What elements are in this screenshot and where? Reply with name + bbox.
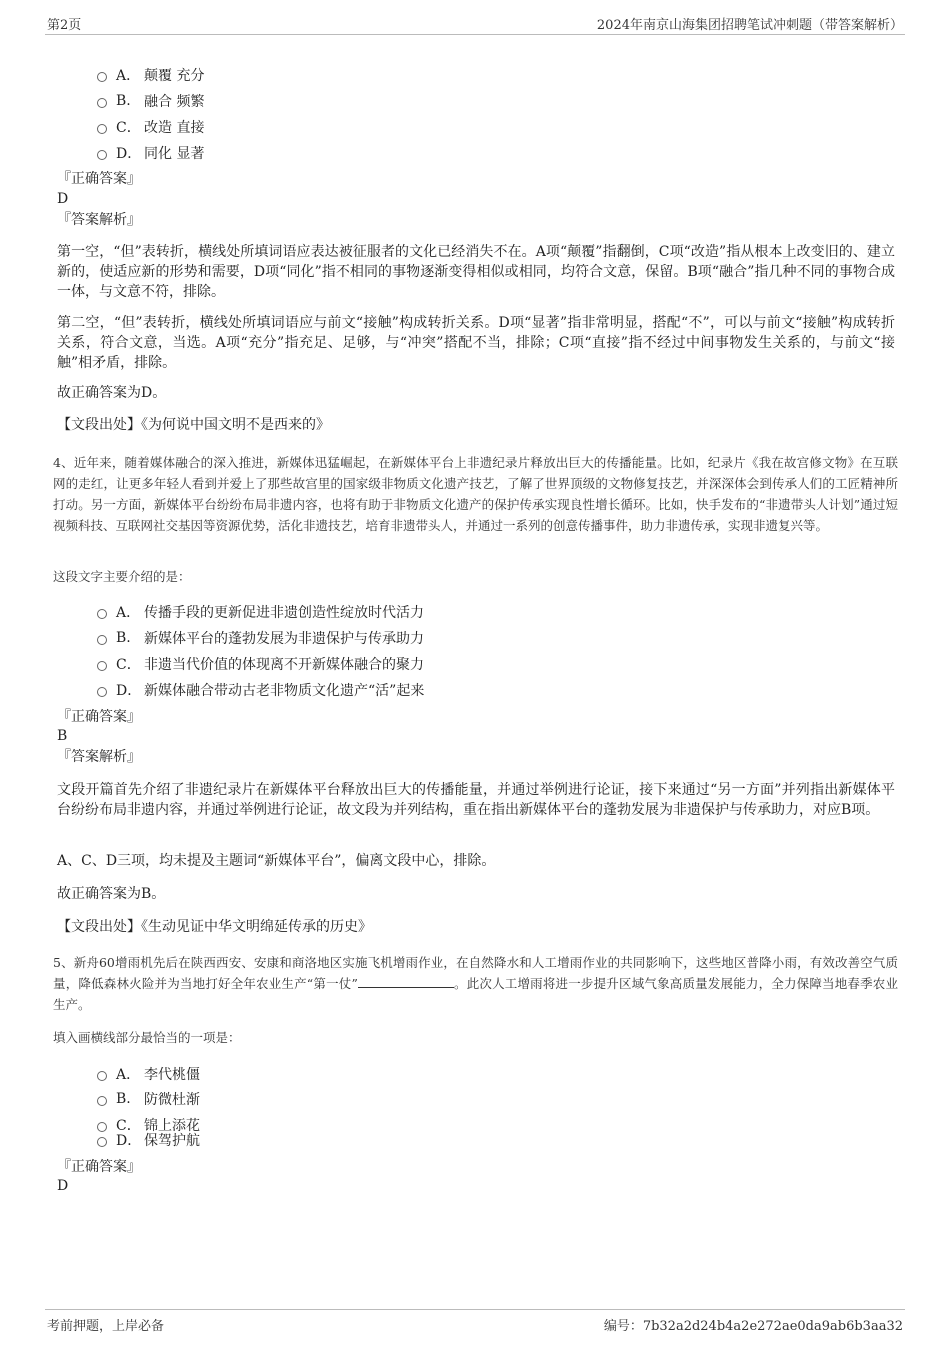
q4-analysis-label: 『答案解析』	[57, 749, 141, 765]
radio-icon[interactable]	[97, 98, 107, 108]
q5-answer: D	[57, 1178, 69, 1194]
radio-icon[interactable]	[97, 72, 107, 82]
q3-analysis-paragraph: 第一空，“但”表转折，横线处所填词语应表达被征服者的文化已经消失不在。A项“颠覆”指翻倒，C项“改造”指从根本上改变旧的、建立新的，使适应新的形势和需要，D项“同化”指不相同的事物逐渐变得相似或相同，均符合文意，保留。B项“融合”指几种不同的事物合成一体，与文意不符，排除。	[57, 244, 895, 300]
q3-conclusion: 故正确答案为D。	[57, 385, 167, 401]
page-footer	[45, 1309, 905, 1336]
radio-icon[interactable]	[97, 661, 107, 671]
page-number: 第2页	[47, 18, 82, 33]
q3-analysis-paragraph: 第二空，“但”表转折，横线处所填词语应与前文“接触”构成转折关系。D项“显著”指非常明显，搭配“不”，可以与前文“接触”构成转折关系，符合文意，当选。A项“充分”指充足、足够，与“冲突”搭配不当，排除；C项“直接”指不经过中间事物发生关系的，与前文“接触”相矛盾，排除。	[57, 315, 895, 371]
q4-option-d[interactable]: D． 新媒体融合带动古老非物质文化遗产“活”起来	[97, 680, 424, 700]
q3-analysis-label: 『答案解析』	[57, 212, 141, 228]
q5-prompt: 填入画横线部分最恰当的一项是：	[53, 1030, 241, 1045]
q5-question-text: 5、新舟60增雨机先后在陕西西安、安康和商洛地区实施飞机增雨作业，在自然降水和人工增雨作业的共同影响下，这些地区普降小雨，有效改善空气质量，降低森林火险并为当地打好全年农业生产“第一仗” 。此次人工增雨将进一步提升区域气象高质量发展能力，全力保障当地春季农业生产。	[53, 955, 898, 1012]
document-id: 编号：7b32a2d24b4a2e272ae0da9ab6b3aa32	[603, 1319, 903, 1334]
footer-slogan: 考前押题，上岸必备	[47, 1319, 165, 1334]
radio-icon[interactable]	[97, 1071, 107, 1081]
radio-icon[interactable]	[97, 1096, 107, 1106]
page-header	[45, 14, 905, 35]
q4-prompt: 这段文字主要介绍的是：	[53, 569, 191, 584]
q5-option-b[interactable]: B. 防微杜渐	[97, 1089, 200, 1109]
q4-analysis-paragraph: A、C、D三项，均未提及主题词“新媒体平台”，偏离文段中心，排除。	[57, 853, 496, 869]
q3-option-a[interactable]: A． 颠覆 充分	[97, 65, 204, 85]
q4-answer-label: 『正确答案』	[57, 709, 141, 725]
q4-option-c[interactable]: C． 非遗当代价值的体现离不开新媒体融合的聚力	[97, 654, 424, 674]
document-title: 2024年南京山海集团招聘笔试冲刺题（带答案解析）	[596, 18, 903, 33]
radio-icon[interactable]	[97, 150, 107, 160]
q3-option-b[interactable]: B. 融合 频繁	[97, 91, 204, 111]
q4-analysis-paragraph: 文段开篇首先介绍了非遗纪录片在新媒体平台释放出巨大的传播能量，并通过举例进行论证，接下来通过“另一方面”并列指出新媒体平台纷纷布局非遗内容，并通过举例进行论证，故文段为并列结构，重在指出新媒体平台的蓬勃发展为非遗保护与传承助力，对应B项。	[57, 782, 895, 818]
q5-option-d[interactable]: D． 保驾护航	[97, 1130, 200, 1150]
q4-option-b[interactable]: B. 新媒体平台的蓬勃发展为非遗保护与传承助力	[97, 628, 424, 648]
radio-icon[interactable]	[97, 124, 107, 134]
radio-icon[interactable]	[97, 1137, 107, 1147]
q4-conclusion: 故正确答案为B。	[57, 886, 166, 902]
q4-answer: B	[57, 728, 68, 744]
q5-option-c[interactable]: C． 锦上添花	[97, 1115, 200, 1135]
q4-question-text: 4、近年来，随着媒体融合的深入推进，新媒体迅猛崛起，在新媒体平台上非遗纪录片释放出巨大的传播能量。比如，纪录片《我在故宫修文物》在互联网的走红，让更多年轻人看到并爱上了那些故宫里的国家级非物质文化遗产技艺，了解了世界顶级的文物修复技艺，并深深体会到传承人们的工匠精神所打动。另一方面，新媒体平台纷纷布局非遗内容，也将有助于非物质文化遗产的保护传承实现良性增长循环。比如，快手发布的“非遗带头人计划”通过短视频科技、互联网社交基因等资源优势，活化非遗技艺，培育非遗带头人，并通过一系列的创意传播事件，助力非遗传承，实现非遗复兴等。	[53, 455, 898, 533]
q3-answer: D	[57, 191, 69, 207]
radio-icon[interactable]	[97, 635, 107, 645]
fill-blank	[358, 975, 454, 988]
radio-icon[interactable]	[97, 687, 107, 697]
q5-option-a[interactable]: A． 李代桃僵	[97, 1064, 200, 1084]
q4-source: 【文段出处】《生动见证中华文明绵延传承的历史》	[57, 919, 372, 935]
q3-answer-label: 『正确答案』	[57, 171, 141, 187]
q4-option-a[interactable]: A． 传播手段的更新促进非遗创造性绽放时代活力	[97, 602, 424, 622]
q5-answer-label: 『正确答案』	[57, 1159, 141, 1175]
q3-source: 【文段出处】《为何说中国文明不是西来的》	[57, 417, 330, 433]
radio-icon[interactable]	[97, 609, 107, 619]
q3-option-d[interactable]: D． 同化 显著	[97, 143, 204, 163]
q3-option-c[interactable]: C． 改造 直接	[97, 117, 204, 137]
